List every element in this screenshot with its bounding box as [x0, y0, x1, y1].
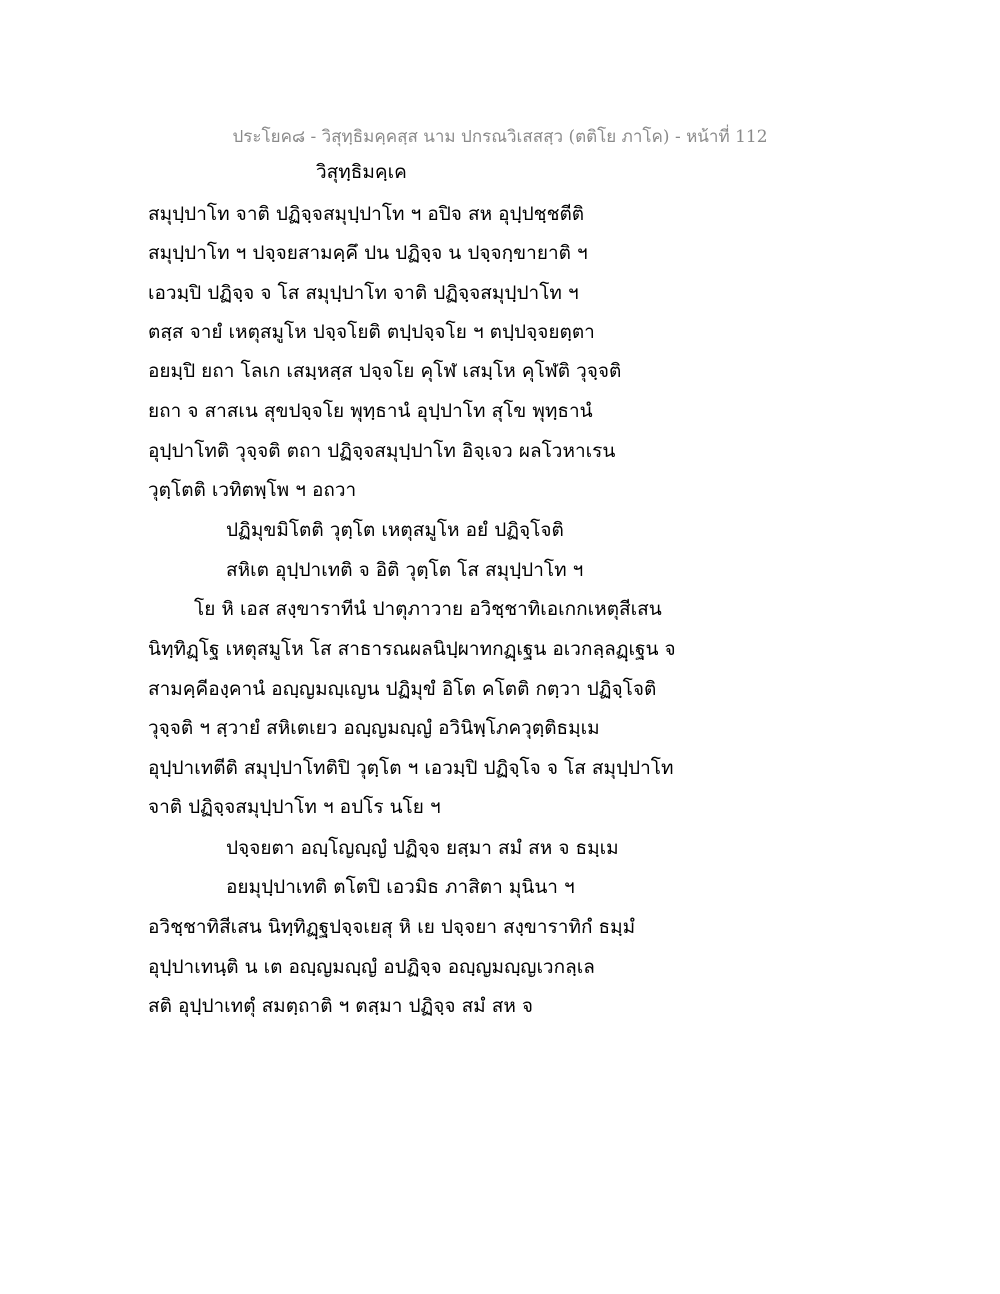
text-line: อยมฺปิ ยถา โลเก เสมฺหสฺส ปจฺจโย คุโฬ เสมฺโห คุโฬติ วุจฺจติ	[148, 360, 622, 382]
text-line: เอวมฺปิ ปฏิจฺจ จ โส สมุปฺปาโท จาติ ปฏิจฺจสมุปฺปาโท ฯ	[148, 282, 579, 304]
page-header	[0, 123, 1000, 150]
text-line: อวิชฺชาทิสีเสน นิทฺทิฏฺฐปจฺจเยสุ หิ เย ปจฺจยา สงฺขาราทิกํ ธมฺมํ	[148, 916, 636, 938]
text-line: อุปฺปาเทนฺติ น เต อญฺญมญฺญํ อปฏิจฺจ อญฺญมญฺญเวกลฺเล	[148, 956, 595, 978]
text-line: สมุปฺปาโท ฯ ปจฺจยสามคฺคึ ปน ปฏิจฺจ น ปจฺจกฺขายาติ ฯ	[148, 242, 588, 264]
text-line: สามคฺคีองฺคานํ อญฺญมญฺเญน ปฏิมุขํ อิโต คโตติ กตฺวา ปฏิจฺโจติ	[148, 678, 657, 700]
section-title: วิสุทฺธิมคฺเค	[316, 161, 407, 183]
text-line: โย หิ เอส สงฺขาราทีนํ ปาตุภาวาย อวิชฺชาทิเอเกกเหตุสีเสน	[194, 598, 662, 620]
text-line: ยถา จ สาสเน สุขปจฺจโย พุทฺธานํ อุปฺปาโท สุโข พุทฺธานํ	[148, 400, 593, 422]
text-line: นิทฺทิฏฺโฐ เหตุสมูโห โส สาธารณผลนิปฺผาทกฏฺเฐน อเวกลฺลฏฺเฐน จ	[148, 638, 676, 660]
text-line: วุตฺโตติ เวทิตพฺโพ ฯ อถวา	[148, 479, 357, 501]
text-line: สมุปฺปาโท จาติ ปฏิจฺจสมุปฺปาโท ฯ อปิจ สห อุปฺปชฺชตีติ	[148, 203, 585, 225]
text-line: วุจฺจติ ฯ สฺวายํ สหิเตเยว อญฺญมญฺญํ อวินิพฺโภควุตฺติธมฺเม	[148, 717, 600, 739]
verse-line: สหิเต อุปฺปาเทติ จ อิติ วุตฺโต โส สมุปฺปาโท ฯ	[226, 559, 584, 581]
verse-line: ปฏิมุขมิโตติ วุตฺโต เหตุสมูโห อยํ ปฏิจฺโจติ	[226, 519, 564, 541]
text-line: อุปฺปาเทตีติ สมุปฺปาโทติปิ วุตฺโต ฯ เอวมฺปิ ปฏิจฺโจ จ โส สมุปฺปาโท	[148, 757, 674, 779]
text-line: สติ อุปฺปาเทตุํ สมตฺถาติ ฯ ตสฺมา ปฏิจฺจ สมํ สห จ	[148, 995, 534, 1017]
text-line: ตสฺส จายํ เหตุสมูโห ปจฺจโยติ ตปฺปจฺจโย ฯ ตปฺปจฺจยตฺตา	[148, 321, 595, 343]
verse-line: อยมุปฺปาเทติ ตโตปิ เอวมิธ ภาสิตา มุนินา ฯ	[226, 876, 575, 898]
page-header-text: ประโยค๘ - วิสุทฺธิมคฺคสฺส นาม ปกรณวิเสสสฺว (ตติโย ภาโค) - หน้าที่ 112	[232, 127, 768, 147]
text-line: อุปฺปาโทติ วุจฺจติ ตถา ปฏิจฺจสมุปฺปาโท อิจฺเจว ผลโวหาเรน	[148, 440, 616, 462]
text-line: จาติ ปฏิจฺจสมุปฺปาโท ฯ อปโร นโย ฯ	[148, 796, 441, 818]
verse-line: ปจฺจยตา อญฺโญญฺญํ ปฏิจฺจ ยสฺมา สมํ สห จ ธมฺเม	[226, 837, 619, 859]
